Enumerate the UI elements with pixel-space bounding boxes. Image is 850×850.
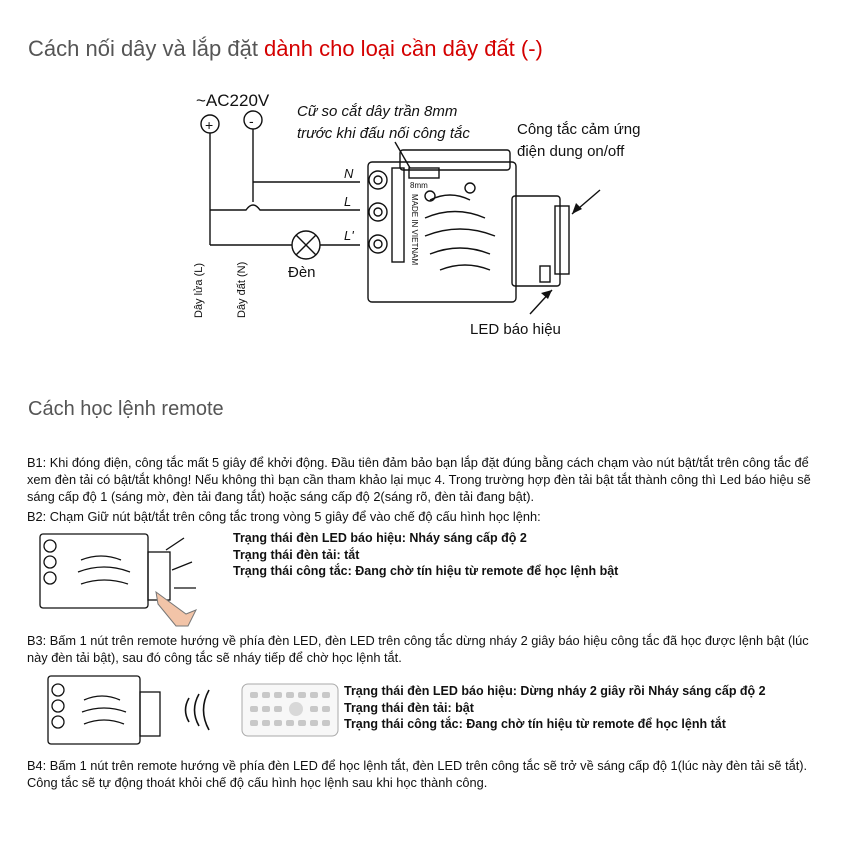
strip-note-2: trước khi đấu nối công tắc — [297, 125, 470, 142]
terminal-l: L — [344, 194, 352, 209]
remote-icon — [242, 684, 338, 736]
b2-state-line3: Trạng thái công tắc: Đang chờ tín hiệu từ remote để học lệnh bật — [233, 564, 619, 578]
b3-state-line2: Trạng thái đèn tải: bật — [344, 700, 474, 715]
b3-illustration — [44, 672, 340, 752]
switch-note-2: điện dung on/off — [517, 143, 625, 160]
signal-waves-icon — [186, 690, 210, 730]
step-b4: B4: Bấm 1 nút trên remote hướng về phía đèn LED để học lệnh tắt, đèn LED trên công tắc sẽ trở về sáng cấp độ 1(lúc này đèn tải sẽ tắt). Công tắc sẽ tự động thoát khỏi chế độ cấu hình học lệnh sau khi học thành công. — [27, 758, 808, 790]
step-b1: B1: Khi đóng điện, công tắc mất 5 giây để khởi động. Đầu tiên đảm bảo bạn lắp đặt đúng bằng cách chạm vào nút bật/tắt trên công tắc để xem đèn tải có bật/tắt không! Nếu không thì bạn cần tham khảo lại mục 4. Trong trường hợp đèn tải bật tắt thành công thì Led báo hiệu sẽ sáng cấp độ 1 (sáng mờ, đèn tải đang tắt) hoặc sáng cấp độ 2(sáng rõ, đèn tải đang bật). — [27, 455, 811, 504]
b2-illustration — [36, 530, 206, 630]
b3-states — [344, 683, 766, 733]
device-made: MADE IN VIETNAM — [410, 194, 419, 266]
minus-sign: - — [249, 113, 254, 129]
step-b2: B2: Chạm Giữ nút bật/tắt trên công tắc trong vòng 5 giây để vào chế độ cấu hình học lệnh: — [27, 509, 541, 524]
title-highlight: dành cho loại cần dây đất (-) — [264, 36, 543, 61]
terminal-l2: L' — [344, 228, 354, 243]
section-title-remote: Cách học lệnh remote — [28, 398, 224, 420]
page-title — [28, 36, 543, 62]
step-b3: B3: Bấm 1 nút trên remote hướng về phía đèn LED, đèn LED trên công tắc dừng nháy 2 giây báo hiệu công tắc đã học được lệnh bật (lúc này đèn tải bật), sau đó công tắc sẽ nháy tiếp để chờ học lệnh tắt. — [27, 633, 809, 665]
led-label: LED báo hiệu — [470, 321, 561, 338]
terminal-n: N — [344, 166, 354, 181]
b2-states — [233, 530, 618, 580]
ac-label: ~AC220V — [196, 91, 270, 110]
b3-state-line1: Trạng thái đèn LED báo hiệu: Dừng nháy 2 giây rồi Nháy sáng cấp độ 2 — [344, 684, 766, 698]
switch-device — [368, 162, 516, 302]
b2-state-line1: Trạng thái đèn LED báo hiệu: Nháy sáng cấp độ 2 — [233, 531, 527, 545]
title-prefix: Cách nối dây và lắp đặt — [28, 36, 265, 61]
live-wire-label: Dây lửa (L) — [193, 262, 205, 318]
neutral-wire-label: Dây đất (N) — [236, 261, 248, 318]
wiring-diagram — [0, 80, 850, 380]
switch-note-1: Công tắc cảm ứng — [517, 121, 641, 138]
hand-icon — [156, 592, 196, 626]
device-8mm: 8mm — [410, 181, 428, 190]
lamp-label: Đèn — [288, 264, 316, 281]
b3-state-line3: Trạng thái công tắc: Đang chờ tín hiệu từ remote để học lệnh tắt — [344, 717, 726, 731]
plus-sign: + — [205, 117, 214, 133]
strip-note-1: Cữ so cắt dây trần 8mm — [297, 103, 458, 120]
b2-state-line2: Trạng thái đèn tải: tắt — [233, 547, 360, 562]
